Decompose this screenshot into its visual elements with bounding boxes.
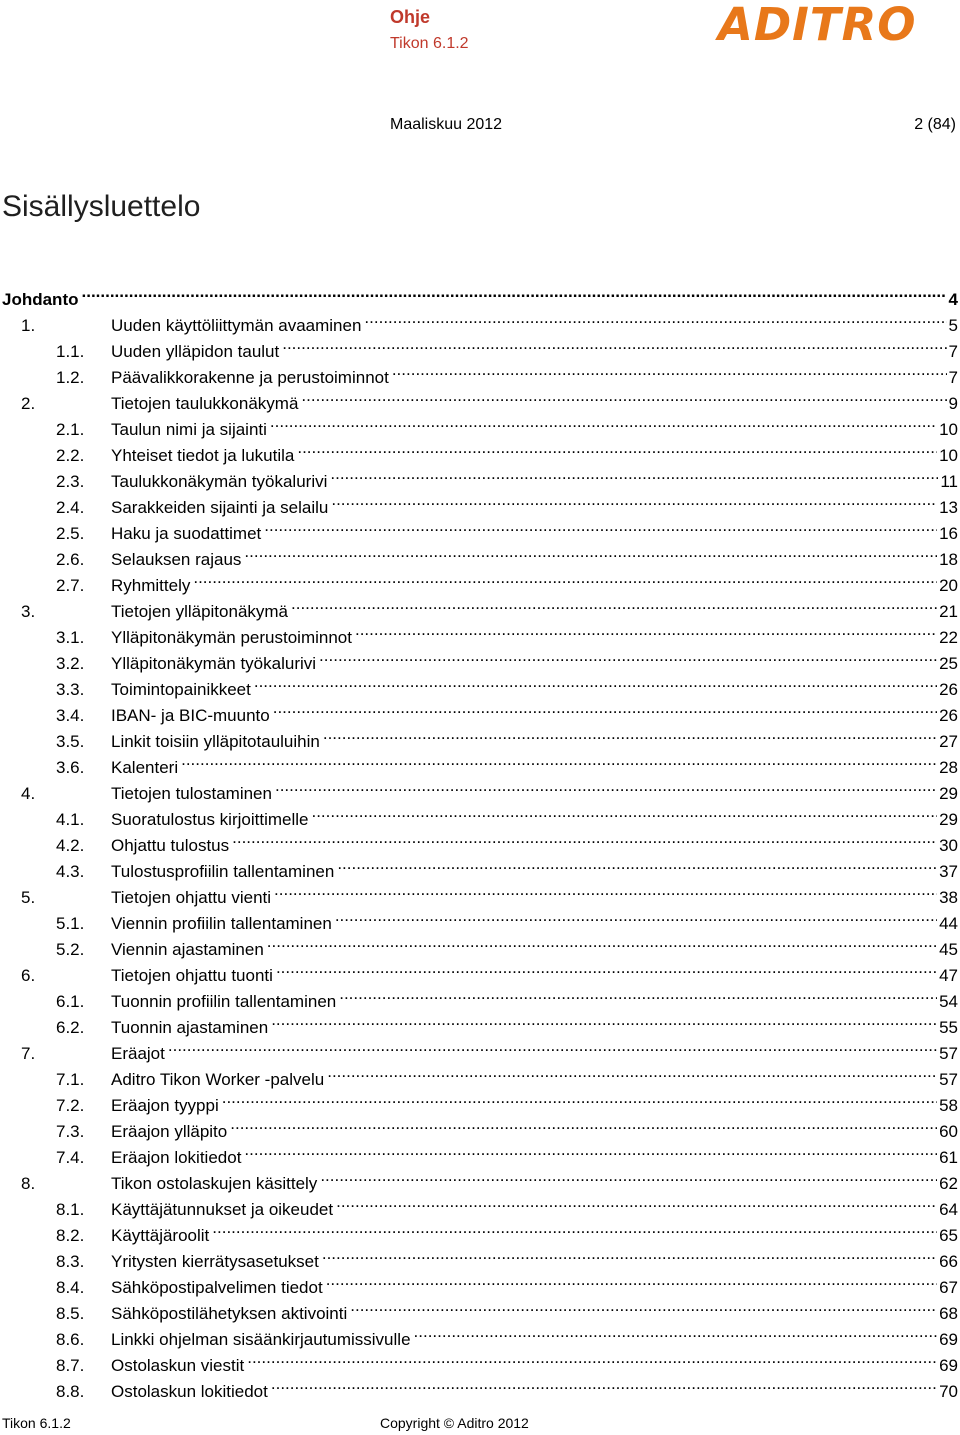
- toc-entry-title: Ohjattu tulostus: [111, 833, 232, 859]
- toc-entry-page: 20: [937, 573, 958, 599]
- toc-entry-title: Taulun nimi ja sijainti: [111, 417, 270, 443]
- toc-entry-page: 10: [937, 443, 958, 469]
- toc-entry-page: 16: [937, 521, 958, 547]
- toc-entry-page: 54: [937, 989, 958, 1015]
- toc-entry-title: Sarakkeiden sijainti ja selailu: [111, 495, 331, 521]
- toc-entry-number: 3.3.: [56, 680, 85, 699]
- toc-dot-leader: [168, 1033, 937, 1059]
- toc-entry-page: 7: [947, 365, 958, 391]
- toc-entry-number: 6.2.: [56, 1018, 85, 1037]
- toc-entry-page: 7: [947, 339, 958, 365]
- toc-entry-title: Tietojen tulostaminen: [111, 781, 275, 807]
- toc-entry-number: 6.1.: [56, 992, 85, 1011]
- toc-entry-page: 29: [937, 781, 958, 807]
- toc-entry-page: 37: [937, 859, 958, 885]
- toc-entry-page: 21: [937, 599, 958, 625]
- table-of-contents: [0, 279, 958, 1401]
- page-number: 2 (84): [914, 116, 956, 133]
- toc-entry-title: Uuden ylläpidon taulut: [111, 339, 282, 365]
- toc-dot-leader: [276, 955, 937, 981]
- toc-entry-number: 6.: [21, 966, 36, 985]
- toc-dot-leader: [264, 513, 937, 539]
- toc-entry-page: 58: [937, 1093, 958, 1119]
- footer-copyright: Copyright © Aditro 2012: [380, 1415, 529, 1431]
- toc-entry-number: 5.: [21, 888, 36, 907]
- toc-dot-leader: [331, 487, 937, 513]
- toc-entry-page: 38: [937, 885, 958, 911]
- toc-entry-title: Viennin profiilin tallentaminen: [111, 911, 335, 937]
- toc-entry-title: Eräajot: [111, 1041, 168, 1067]
- toc-entry-page: 9: [947, 391, 958, 417]
- toc-entry-title: Eräajon tyyppi: [111, 1093, 222, 1119]
- toc-entry-page: 68: [937, 1301, 958, 1327]
- toc-entry-title: Toimintopainikkeet: [111, 677, 254, 703]
- toc-dot-leader: [270, 409, 937, 435]
- toc-entry-page: 69: [937, 1327, 958, 1353]
- toc-entry-title: Tuonnin ajastaminen: [111, 1015, 271, 1041]
- toc-entry-title: Ylläpitonäkymän perustoiminnot: [111, 625, 355, 651]
- toc-entry-number: 2.1.: [56, 420, 85, 439]
- toc-entry-number: 4.3.: [56, 862, 85, 881]
- toc-entry-page: 57: [937, 1041, 958, 1067]
- toc-entry-title: Tietojen ohjattu tuonti: [111, 963, 276, 989]
- toc-entry-number: 7.1.: [56, 1070, 85, 1089]
- toc-entry-number: 8.5.: [56, 1304, 85, 1323]
- toc-entry-page: 47: [937, 963, 958, 989]
- toc-entry-number: 7.4.: [56, 1148, 85, 1167]
- toc-dot-leader: [330, 461, 938, 487]
- toc-dot-leader: [339, 981, 937, 1007]
- toc-entry-number: 3.4.: [56, 706, 85, 725]
- toc-dot-leader: [335, 903, 937, 929]
- toc-dot-leader: [326, 1267, 937, 1293]
- toc-entry-title: Yritysten kierrätysasetukset: [111, 1249, 322, 1275]
- toc-entry-page: 10: [937, 417, 958, 443]
- toc-entry-page: 60: [937, 1119, 958, 1145]
- toc-entry-page: 62: [937, 1171, 958, 1197]
- toc-dot-leader: [244, 539, 937, 565]
- toc-entry-number: 4.2.: [56, 836, 85, 855]
- toc-dot-leader: [350, 1293, 937, 1319]
- footer-version: Tikon 6.1.2: [2, 1415, 71, 1431]
- toc-entry-number: 8.: [21, 1174, 36, 1193]
- toc-entry-title: Eräajon lokitiedot: [111, 1145, 244, 1171]
- toc-entry-page: 44: [937, 911, 958, 937]
- product-version: Tikon 6.1.2: [390, 35, 469, 52]
- toc-entry-page: 26: [937, 677, 958, 703]
- toc-dot-leader: [244, 1137, 937, 1163]
- toc-dot-leader: [232, 825, 937, 851]
- toc-entry-number: 5.2.: [56, 940, 85, 959]
- toc-dot-leader: [82, 279, 947, 305]
- toc-entry-title: Kalenteri: [111, 755, 181, 781]
- toc-entry-number: 4.: [21, 784, 36, 803]
- toc-dot-leader: [273, 695, 937, 721]
- toc-entry-number: 7.2.: [56, 1096, 85, 1115]
- toc-entry-number: 8.2.: [56, 1226, 85, 1245]
- toc-dot-leader: [301, 383, 946, 409]
- toc-entry-page: 4: [947, 287, 958, 313]
- toc-entry-title: Tuonnin profiilin tallentaminen: [111, 989, 339, 1015]
- toc-entry-title: Ryhmittely: [111, 573, 193, 599]
- toc-entry-page: 26: [937, 703, 958, 729]
- toc-entry-title: Tietojen ohjattu vienti: [111, 885, 274, 911]
- toc-entry-page: 45: [937, 937, 958, 963]
- toc-entry-title: Ostolaskun viestit: [111, 1353, 247, 1379]
- toc-entry-page: 64: [937, 1197, 958, 1223]
- toc-entry-number: 3.: [21, 602, 36, 621]
- toc-dot-leader: [355, 617, 937, 643]
- toc-entry-page: 25: [937, 651, 958, 677]
- toc-entry-title: Käyttäjätunnukset ja oikeudet: [111, 1197, 336, 1223]
- toc-entry-title: Viennin ajastaminen: [111, 937, 267, 963]
- toc-dot-leader: [323, 721, 937, 747]
- toc-dot-leader: [271, 1007, 937, 1033]
- toc-entry-title: Tulostusprofiilin tallentaminen: [111, 859, 337, 885]
- toc-entry-title: Sähköpostipalvelimen tiedot: [111, 1275, 326, 1301]
- document-type-title: Ohje: [390, 7, 431, 27]
- toc-entry-title: Tikon ostolaskujen käsittely: [111, 1171, 320, 1197]
- toc-dot-leader: [282, 331, 946, 357]
- document-date: Maaliskuu 2012: [390, 116, 503, 133]
- toc-entry-title: Yhteiset tiedot ja lukutila: [111, 443, 297, 469]
- toc-entry-page: 69: [937, 1353, 958, 1379]
- toc-dot-leader: [267, 929, 937, 955]
- toc-entry-title: Linkit toisiin ylläpitotauluihin: [111, 729, 323, 755]
- toc-dot-leader: [322, 1241, 937, 1267]
- toc-entry-number: 2.3.: [56, 472, 85, 491]
- toc-entry-title: Tietojen ylläpitonäkymä: [111, 599, 291, 625]
- toc-dot-leader: [320, 1163, 937, 1189]
- toc-entry-number: 3.2.: [56, 654, 85, 673]
- toc-dot-leader: [337, 851, 937, 877]
- toc-dot-leader: [230, 1111, 937, 1137]
- toc-entry-title: Käyttäjäroolit: [111, 1223, 212, 1249]
- toc-entry-number: 3.5.: [56, 732, 85, 751]
- toc-entry-page: 55: [937, 1015, 958, 1041]
- toc-entry-number: 2.6.: [56, 550, 85, 569]
- toc-entry-page: 27: [937, 729, 958, 755]
- toc-entry-page: 70: [937, 1379, 958, 1405]
- toc-dot-leader: [392, 357, 947, 383]
- toc-dot-leader: [222, 1085, 937, 1111]
- toc-entry-number: 2.: [21, 394, 36, 413]
- toc-entry-title: Taulukkonäkymän työkalurivi: [111, 469, 330, 495]
- toc-dot-leader: [291, 591, 937, 617]
- toc-entry-number: 1.2.: [56, 368, 85, 387]
- toc-entry-number: 8.1.: [56, 1200, 85, 1219]
- toc-entry-number: 2.5.: [56, 524, 85, 543]
- toc-dot-leader: [311, 799, 937, 825]
- toc-entry-page: 66: [937, 1249, 958, 1275]
- toc-entry-title: Linkki ohjelman sisäänkirjautumissivulle: [111, 1327, 414, 1353]
- toc-dot-leader: [336, 1189, 937, 1215]
- toc-entry-title: Ostolaskun lokitiedot: [111, 1379, 271, 1405]
- toc-entry-number: 2.4.: [56, 498, 85, 517]
- toc-entry-title: Sähköpostilähetyksen aktivointi: [111, 1301, 350, 1327]
- toc-entry-title: Uuden käyttöliittymän avaaminen: [111, 313, 364, 339]
- toc-entry-page: 29: [937, 807, 958, 833]
- toc-entry-page: 22: [937, 625, 958, 651]
- toc-entry-title: IBAN- ja BIC-muunto: [111, 703, 273, 729]
- toc-entry-number: 8.4.: [56, 1278, 85, 1297]
- toc-dot-leader: [319, 643, 937, 669]
- toc-dot-leader: [193, 565, 937, 591]
- toc-dot-leader: [254, 669, 937, 695]
- toc-entry-page: 65: [937, 1223, 958, 1249]
- toc-entry-title: Eräajon ylläpito: [111, 1119, 230, 1145]
- toc-entry-page: 57: [937, 1067, 958, 1093]
- toc-entry[interactable]: [0, 305, 958, 335]
- toc-entry-title: Päävalikkorakenne ja perustoiminnot: [111, 365, 392, 391]
- toc-entry-number: 7.: [21, 1044, 36, 1063]
- toc-dot-leader: [297, 435, 937, 461]
- toc-dot-leader: [274, 877, 937, 903]
- toc-entry-title: Aditro Tikon Worker -palvelu: [111, 1067, 327, 1093]
- toc-entry-number: 2.2.: [56, 446, 85, 465]
- toc-entry-page: 13: [937, 495, 958, 521]
- toc-entry-page: 61: [937, 1145, 958, 1171]
- toc-entry-number: 8.8.: [56, 1382, 85, 1401]
- toc-dot-leader: [275, 773, 937, 799]
- toc-entry-number: 8.6.: [56, 1330, 85, 1349]
- page-title: Sisällysluettelo: [2, 190, 201, 223]
- toc-entry-page: 28: [937, 755, 958, 781]
- toc-entry[interactable]: [0, 279, 958, 309]
- toc-entry-title: Selauksen rajaus: [111, 547, 244, 573]
- toc-entry-page: 30: [937, 833, 958, 859]
- toc-dot-leader: [364, 305, 946, 331]
- toc-entry-title: Suoratulostus kirjoittimelle: [111, 807, 311, 833]
- toc-entry-title: Ylläpitonäkymän työkalurivi: [111, 651, 319, 677]
- toc-entry-page: 18: [937, 547, 958, 573]
- toc-entry-number: 3.1.: [56, 628, 85, 647]
- toc-entry-number: 5.1.: [56, 914, 85, 933]
- logo-wordmark: ADITRO: [718, 0, 917, 51]
- toc-entry-title: Tietojen taulukkonäkymä: [111, 391, 301, 417]
- toc-dot-leader: [271, 1371, 937, 1397]
- toc-entry-number: 8.7.: [56, 1356, 85, 1375]
- toc-entry-title: Haku ja suodattimet: [111, 521, 264, 547]
- toc-entry-page: 11: [938, 469, 958, 495]
- toc-dot-leader: [414, 1319, 938, 1345]
- aditro-logo: [718, 0, 944, 51]
- toc-entry-number: 2.7.: [56, 576, 85, 595]
- toc-entry-page: 67: [937, 1275, 958, 1301]
- toc-entry-number: 8.3.: [56, 1252, 85, 1271]
- toc-entry-number: 1.1.: [56, 342, 85, 361]
- toc-entry-number: 4.1.: [56, 810, 85, 829]
- toc-entry-page: 5: [947, 313, 958, 339]
- toc-entry-number: 3.6.: [56, 758, 85, 777]
- toc-entry-number: 1.: [21, 316, 36, 335]
- toc-dot-leader: [327, 1059, 937, 1085]
- toc-entry-number: 7.3.: [56, 1122, 85, 1141]
- toc-entry-title: Johdanto: [2, 287, 82, 313]
